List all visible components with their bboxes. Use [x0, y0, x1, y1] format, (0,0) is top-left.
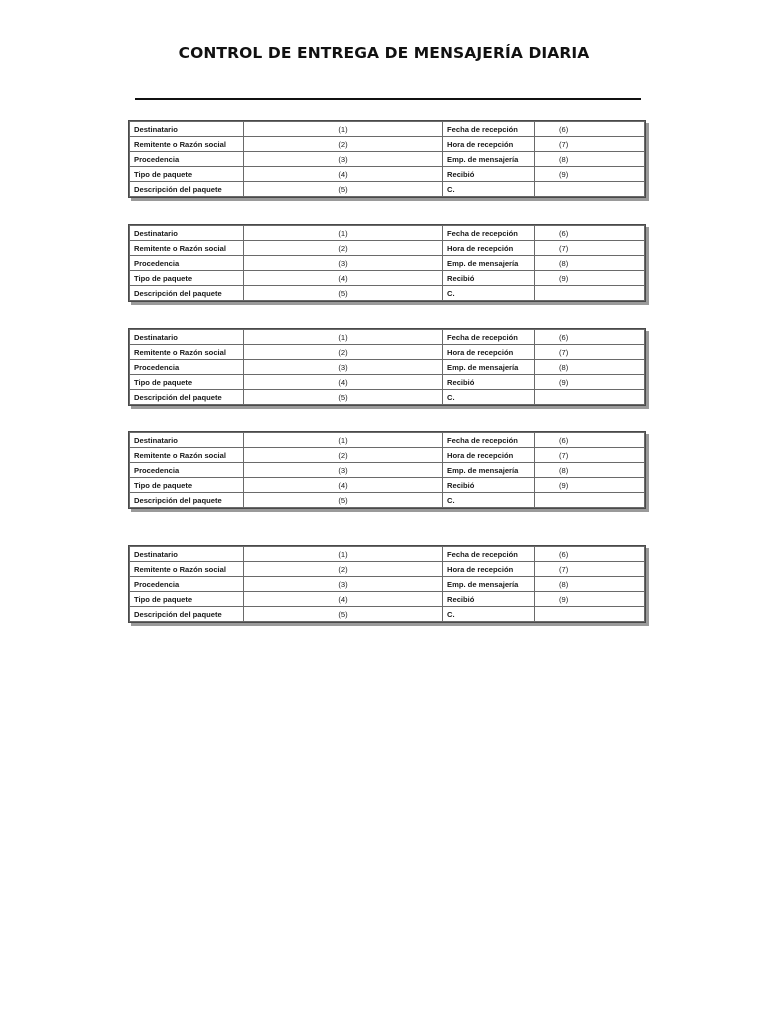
field-label: Recibió [443, 592, 535, 607]
field-value: (4) [244, 271, 443, 286]
form-row [130, 271, 645, 286]
field-label: Descripción del paquete [130, 182, 244, 197]
delivery-form-3 [128, 328, 646, 406]
field-value: (9) [535, 271, 645, 286]
field-label: Destinatario [130, 547, 244, 562]
field-value: (7) [535, 448, 645, 463]
field-label: Hora de recepción [443, 562, 535, 577]
field-value: (3) [244, 360, 443, 375]
form-row [130, 226, 645, 241]
delivery-form-table [129, 121, 645, 197]
field-label: C. [443, 390, 535, 405]
field-value: (8) [535, 256, 645, 271]
field-label: Emp. de mensajería [443, 256, 535, 271]
form-row [130, 547, 645, 562]
form-row [130, 286, 645, 301]
form-row [130, 478, 645, 493]
form-row [130, 345, 645, 360]
field-label: Descripción del paquete [130, 493, 244, 508]
form-row [130, 592, 645, 607]
field-label: C. [443, 607, 535, 622]
field-value: (3) [244, 463, 443, 478]
field-value: (4) [244, 592, 443, 607]
field-value: (5) [244, 493, 443, 508]
form-row [130, 152, 645, 167]
field-value: (7) [535, 562, 645, 577]
field-value: (5) [244, 182, 443, 197]
delivery-form-5 [128, 545, 646, 623]
field-label: Procedencia [130, 360, 244, 375]
form-row [130, 433, 645, 448]
title-underline [135, 98, 641, 100]
field-label: Remitente o Razón social [130, 345, 244, 360]
field-label: C. [443, 286, 535, 301]
field-value: (2) [244, 562, 443, 577]
field-label: C. [443, 493, 535, 508]
field-value: (8) [535, 152, 645, 167]
field-value: (1) [244, 547, 443, 562]
field-label: Hora de recepción [443, 448, 535, 463]
field-value: (1) [244, 226, 443, 241]
delivery-form-1 [128, 120, 646, 198]
field-value: (2) [244, 241, 443, 256]
field-value: (6) [535, 122, 645, 137]
field-value: (5) [244, 390, 443, 405]
form-row [130, 493, 645, 508]
form-row [130, 463, 645, 478]
field-value: (7) [535, 345, 645, 360]
field-value: (8) [535, 360, 645, 375]
form-row [130, 562, 645, 577]
field-label: Hora de recepción [443, 345, 535, 360]
field-label: Fecha de recepción [443, 547, 535, 562]
field-value [535, 607, 645, 622]
field-value [535, 390, 645, 405]
form-row [130, 256, 645, 271]
form-row [130, 330, 645, 345]
field-label: Fecha de recepción [443, 330, 535, 345]
field-label: Remitente o Razón social [130, 562, 244, 577]
field-value: (8) [535, 463, 645, 478]
field-label: Recibió [443, 375, 535, 390]
field-label: Emp. de mensajería [443, 463, 535, 478]
field-value: (6) [535, 330, 645, 345]
field-label: Destinatario [130, 122, 244, 137]
field-value: (5) [244, 607, 443, 622]
field-value: (7) [535, 137, 645, 152]
field-label: Recibió [443, 167, 535, 182]
field-value: (1) [244, 122, 443, 137]
delivery-form-2 [128, 224, 646, 302]
field-label: Descripción del paquete [130, 390, 244, 405]
field-label: Hora de recepción [443, 137, 535, 152]
field-label: Emp. de mensajería [443, 577, 535, 592]
field-label: Recibió [443, 271, 535, 286]
field-label: Fecha de recepción [443, 122, 535, 137]
field-label: Destinatario [130, 330, 244, 345]
delivery-form-4 [128, 431, 646, 509]
field-label: Destinatario [130, 226, 244, 241]
field-value: (6) [535, 433, 645, 448]
field-label: Procedencia [130, 577, 244, 592]
form-row [130, 375, 645, 390]
field-label: Remitente o Razón social [130, 448, 244, 463]
form-row [130, 122, 645, 137]
field-value: (8) [535, 577, 645, 592]
field-label: Tipo de paquete [130, 375, 244, 390]
field-value: (4) [244, 167, 443, 182]
field-label: Fecha de recepción [443, 433, 535, 448]
field-label: Procedencia [130, 152, 244, 167]
field-value: (9) [535, 167, 645, 182]
field-value: (4) [244, 375, 443, 390]
field-label: Emp. de mensajería [443, 152, 535, 167]
field-value: (3) [244, 577, 443, 592]
field-value: (3) [244, 256, 443, 271]
field-label: Remitente o Razón social [130, 241, 244, 256]
field-label: Procedencia [130, 256, 244, 271]
field-value: (4) [244, 478, 443, 493]
form-row [130, 577, 645, 592]
field-value [535, 182, 645, 197]
form-row [130, 390, 645, 405]
field-value: (1) [244, 330, 443, 345]
form-row [130, 360, 645, 375]
field-label: Descripción del paquete [130, 286, 244, 301]
field-label: Procedencia [130, 463, 244, 478]
field-value: (9) [535, 478, 645, 493]
field-label: Emp. de mensajería [443, 360, 535, 375]
field-label: Fecha de recepción [443, 226, 535, 241]
page-title: CONTROL DE ENTREGA DE MENSAJERÍA DIARIA [178, 44, 590, 62]
form-row [130, 607, 645, 622]
field-label: C. [443, 182, 535, 197]
form-row [130, 137, 645, 152]
field-value: (2) [244, 448, 443, 463]
field-value: (5) [244, 286, 443, 301]
form-row [130, 167, 645, 182]
field-label: Tipo de paquete [130, 271, 244, 286]
field-label: Destinatario [130, 433, 244, 448]
field-value: (2) [244, 137, 443, 152]
field-value: (6) [535, 226, 645, 241]
field-value: (7) [535, 241, 645, 256]
field-value: (3) [244, 152, 443, 167]
delivery-form-table [129, 432, 645, 508]
delivery-form-table [129, 225, 645, 301]
field-label: Tipo de paquete [130, 592, 244, 607]
field-label: Recibió [443, 478, 535, 493]
form-row [130, 182, 645, 197]
field-value: (6) [535, 547, 645, 562]
field-label: Tipo de paquete [130, 167, 244, 182]
field-value [535, 493, 645, 508]
field-label: Tipo de paquete [130, 478, 244, 493]
field-label: Remitente o Razón social [130, 137, 244, 152]
delivery-form-table [129, 546, 645, 622]
field-value: (1) [244, 433, 443, 448]
form-row [130, 241, 645, 256]
field-value [535, 286, 645, 301]
field-value: (9) [535, 592, 645, 607]
field-label: Descripción del paquete [130, 607, 244, 622]
field-value: (9) [535, 375, 645, 390]
field-value: (2) [244, 345, 443, 360]
delivery-form-table [129, 329, 645, 405]
form-row [130, 448, 645, 463]
field-label: Hora de recepción [443, 241, 535, 256]
